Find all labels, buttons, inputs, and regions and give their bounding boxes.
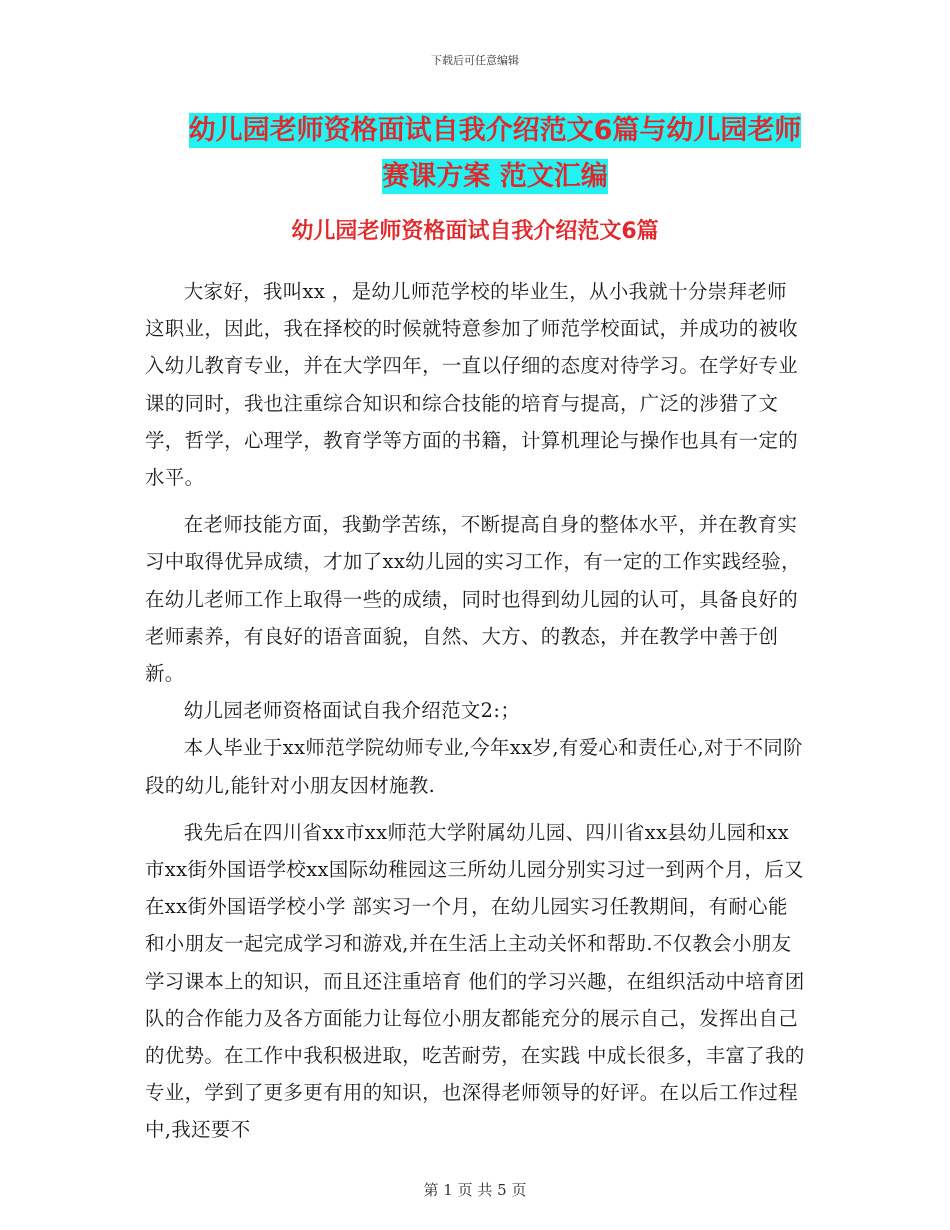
paragraph: 在老师技能方面，我勤学苦练，不断提高自身的整体水平，并在教育实习中取得优异成绩，才加了xx幼儿园的实习工作，有一定的工作实践经验，在幼儿老师工作上取得一些的成绩，同时也得到幼儿园的认可，具备良好的老师素养，有良好的语音面貌，自然、大方、的教态，并在教学中善于创新。 <box>145 513 801 686</box>
paragraph: 我先后在四川省xx市xx师范大学附属幼儿园、四川省xx县幼儿园和xx市xx街外国语学校xx国际幼稚园这三所幼儿园分别实习过一到两个月，后又在xx街外国语学校小学 部实习一个月，在幼儿园实习任教期间，有耐心能和小朋友一起完成学习和游戏,并在生活上主动关怀和帮助.不仅教会小朋友学习课本上的知识，而且还注重培育 他们的学习兴趣，在组织活动中培育团队的合作能力及各方面能力让每位小朋友都能充分的展示自己，发挥出自己的优势。在工作中我积极进取，吃苦耐劳，在实践 中成长很多，丰富了我的专业，学到了更多更有用的知识，也深得老师领导的好评。在以后工作过程中,我还要不 <box>145 820 805 1142</box>
page-header: 下载后可任意编辑 <box>431 54 519 67</box>
document-title <box>145 108 845 200</box>
paragraph: 大家好，我叫xx ，是幼儿师范学校的毕业生，从小我就十分崇拜老师这职业，因此，我在择校的时候就特意参加了师范学校面试，并成功的被收入幼儿教育专业，并在大学四年，一直以仔细的态度对待学习。在学好专业课的同时，我也注重综合知识和综合技能的培育与提高，广泛的涉猎了文学，哲学，心理学，教育学等方面的书籍，计算机理论与操作也具有一定的水平。 <box>145 280 799 490</box>
document-body <box>145 273 805 1149</box>
paragraph: 本人毕业于xx师范学院幼师专业,今年xx岁,有爱心和责任心,对于不同阶段的幼儿,能针对小朋友因材施教. <box>145 736 803 797</box>
paragraph: 幼儿园老师资格面试自我介绍范文2:； <box>183 699 521 723</box>
document-title-line-2: 赛课方案 范文汇编 <box>382 161 608 192</box>
document-title-line-1: 幼儿园老师资格面试自我介绍范文6篇与幼儿园老师 <box>188 115 802 146</box>
page-footer: 第 1 页 共 5 页 <box>423 1181 527 1199</box>
section-title: 幼儿园老师资格面试自我介绍范文6篇 <box>291 219 659 244</box>
